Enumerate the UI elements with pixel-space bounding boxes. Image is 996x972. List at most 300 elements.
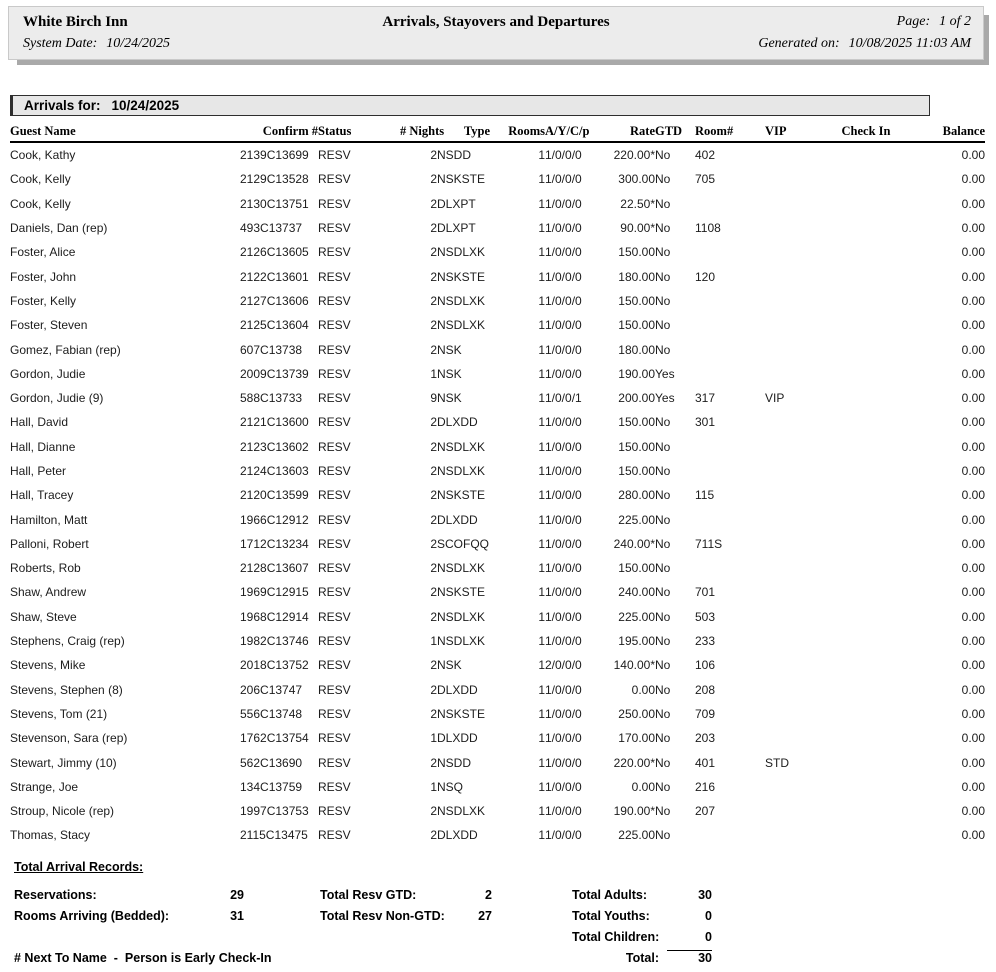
cell-status: RESV bbox=[318, 415, 351, 430]
cell-guest-name: Stephens, Craig (rep) bbox=[10, 634, 125, 649]
cell-rooms: 1 bbox=[538, 512, 545, 527]
cell-balance: 0.00 bbox=[961, 318, 985, 333]
cell-confirm: 2126C13605 bbox=[240, 245, 309, 260]
cell-rate: 200.00 bbox=[618, 391, 655, 406]
cell-room-number: 208 bbox=[695, 682, 716, 697]
cell-nights: 1 bbox=[430, 731, 437, 746]
cell-type: NSKSTE bbox=[437, 269, 486, 284]
cell-rate: 220.00* bbox=[613, 755, 655, 770]
cell-rate: 180.00 bbox=[618, 269, 655, 284]
cell-type: NSKSTE bbox=[437, 172, 486, 187]
cell-type: NSK bbox=[437, 658, 462, 673]
cell-status: RESV bbox=[318, 293, 351, 308]
cell-type: NSDD bbox=[437, 755, 472, 770]
cell-balance: 0.00 bbox=[961, 828, 985, 843]
cell-aycp: 1/0/0/0 bbox=[545, 342, 582, 357]
cell-nights: 2 bbox=[430, 221, 437, 236]
generated-value: 10/08/2025 11:03 AM bbox=[848, 36, 971, 51]
cell-confirm: 206C13747 bbox=[240, 682, 303, 697]
cell-rate: 250.00 bbox=[618, 706, 655, 721]
cell-status: RESV bbox=[318, 804, 351, 819]
cell-gtd: No bbox=[655, 634, 671, 649]
total-adults-row bbox=[572, 884, 712, 905]
cell-rooms: 1 bbox=[538, 415, 545, 430]
cell-room-number: 233 bbox=[695, 634, 716, 649]
cell-gtd: No bbox=[655, 415, 671, 430]
cell-check-in bbox=[832, 483, 900, 507]
cell-check-in bbox=[832, 507, 900, 531]
cell-rate: 150.00 bbox=[618, 318, 655, 333]
cell-balance: 0.00 bbox=[961, 269, 985, 284]
cell-status: RESV bbox=[318, 342, 351, 357]
cell-balance: 0.00 bbox=[961, 293, 985, 308]
cell-balance: 0.00 bbox=[961, 561, 985, 576]
col-header-rate: Rate bbox=[630, 124, 655, 138]
cell-type: NSDLXK bbox=[437, 804, 486, 819]
cell-check-in bbox=[832, 142, 900, 167]
cell-check-in bbox=[832, 532, 900, 556]
cell-guest-name: Gordon, Judie bbox=[10, 366, 86, 381]
cell-gtd: No bbox=[655, 221, 671, 236]
generated-label: Generated on: bbox=[758, 36, 840, 51]
col-header-room-number: Room# bbox=[695, 124, 734, 138]
cell-guest-name: Daniels, Dan (rep) bbox=[10, 221, 108, 236]
cell-check-in bbox=[832, 580, 900, 604]
cell-rooms: 1 bbox=[538, 706, 545, 721]
cell-confirm: 556C13748 bbox=[240, 706, 303, 721]
cell-check-in bbox=[832, 313, 900, 337]
cell-nights: 2 bbox=[430, 585, 437, 600]
cell-rate: 150.00 bbox=[618, 464, 655, 478]
cell-nights: 2 bbox=[430, 415, 437, 430]
cell-vip bbox=[765, 167, 832, 191]
table-row bbox=[10, 702, 985, 726]
cell-nights: 9 bbox=[430, 391, 437, 406]
cell-balance: 0.00 bbox=[961, 342, 985, 357]
cell-guest-name: Stewart, Jimmy (10) bbox=[10, 755, 117, 770]
cell-room-number bbox=[695, 556, 765, 580]
cell-rate: 220.00* bbox=[613, 148, 655, 163]
cell-type: NSK bbox=[437, 342, 462, 357]
hotel-name: White Birch Inn bbox=[23, 14, 128, 30]
total-children-row bbox=[572, 926, 712, 947]
cell-check-in bbox=[832, 823, 900, 847]
cell-guest-name: Shaw, Andrew bbox=[10, 585, 87, 600]
col-header-vip: VIP bbox=[765, 124, 787, 138]
cell-vip bbox=[765, 653, 832, 677]
cell-balance: 0.00 bbox=[961, 609, 985, 624]
cell-room-number bbox=[695, 823, 765, 847]
cell-aycp: 2/0/0/0 bbox=[545, 658, 582, 673]
table-row bbox=[10, 556, 985, 580]
cell-nights: 2 bbox=[430, 561, 437, 576]
total-resv-non-gtd-label: Total Resv Non-GTD: bbox=[320, 908, 445, 923]
cell-nights: 2 bbox=[430, 682, 437, 697]
table-row bbox=[10, 264, 985, 288]
cell-confirm: 1966C12912 bbox=[240, 512, 309, 527]
cell-rooms: 1 bbox=[538, 634, 545, 649]
table-row bbox=[10, 750, 985, 774]
cell-confirm: 493C13737 bbox=[240, 221, 303, 236]
cell-confirm: 2120C13599 bbox=[240, 488, 309, 503]
total-children-label: Total Children: bbox=[572, 929, 660, 944]
table-row bbox=[10, 823, 985, 847]
total-adults-value: 30 bbox=[698, 887, 712, 902]
table-row bbox=[10, 459, 985, 483]
col-header-confirm: Confirm # bbox=[262, 124, 318, 138]
cell-vip bbox=[765, 264, 832, 288]
cell-vip bbox=[765, 459, 832, 483]
cell-gtd: No bbox=[655, 828, 671, 843]
cell-type: DLXDD bbox=[437, 682, 478, 697]
cell-room-number bbox=[695, 337, 765, 361]
cell-status: RESV bbox=[318, 512, 351, 527]
arrivals-table-body bbox=[10, 142, 985, 848]
cell-room-number: 203 bbox=[695, 731, 716, 746]
grand-total-row bbox=[572, 947, 712, 968]
cell-nights: 2 bbox=[430, 342, 437, 357]
cell-nights: 2 bbox=[430, 439, 437, 454]
cell-rooms: 1 bbox=[538, 464, 545, 478]
cell-balance: 0.00 bbox=[961, 658, 985, 673]
cell-gtd: No bbox=[655, 464, 671, 478]
cell-rate: 225.00 bbox=[618, 609, 655, 624]
cell-balance: 0.00 bbox=[961, 172, 985, 187]
cell-room-number: 711S bbox=[695, 536, 723, 551]
cell-guest-name: Hall, David bbox=[10, 415, 69, 430]
table-row bbox=[10, 240, 985, 264]
cell-type: NSDLXK bbox=[437, 439, 486, 454]
cell-type: NSK bbox=[437, 366, 462, 381]
cell-gtd: No bbox=[655, 658, 671, 673]
cell-vip bbox=[765, 410, 832, 434]
cell-gtd: No bbox=[655, 536, 671, 551]
col-header-status: Status bbox=[318, 124, 352, 138]
cell-aycp: 1/0/0/0 bbox=[545, 148, 582, 163]
cell-confirm: 2125C13604 bbox=[240, 318, 309, 333]
cell-check-in bbox=[832, 702, 900, 726]
table-row bbox=[10, 507, 985, 531]
cell-aycp: 1/0/0/0 bbox=[545, 609, 582, 624]
cell-guest-name: Foster, Kelly bbox=[10, 293, 77, 308]
cell-aycp: 1/0/0/0 bbox=[545, 682, 582, 697]
cell-confirm: 134C13759 bbox=[240, 779, 303, 794]
col-header-check-in: Check In bbox=[841, 124, 891, 138]
cell-aycp: 1/0/0/0 bbox=[545, 779, 582, 794]
cell-status: RESV bbox=[318, 536, 351, 551]
cell-guest-name: Foster, Steven bbox=[10, 318, 88, 333]
cell-vip bbox=[765, 605, 832, 629]
cell-room-number: 216 bbox=[695, 779, 716, 794]
cell-type: NSQ bbox=[437, 779, 464, 794]
table-row bbox=[10, 775, 985, 799]
cell-guest-name: Cook, Kelly bbox=[10, 196, 71, 211]
cell-room-number bbox=[695, 435, 765, 459]
total-adults-label: Total Adults: bbox=[572, 887, 647, 902]
cell-check-in bbox=[832, 289, 900, 313]
cell-rate: 225.00 bbox=[618, 512, 655, 527]
cell-guest-name: Hall, Peter bbox=[10, 464, 67, 478]
cell-room-number bbox=[695, 192, 765, 216]
cell-balance: 0.00 bbox=[961, 391, 985, 406]
cell-rate: 150.00 bbox=[618, 245, 655, 260]
cell-aycp: 1/0/0/1 bbox=[545, 391, 582, 406]
table-row bbox=[10, 532, 985, 556]
cell-gtd: No bbox=[655, 755, 671, 770]
cell-aycp: 1/0/0/0 bbox=[545, 269, 582, 284]
cell-gtd: No bbox=[655, 342, 671, 357]
cell-aycp: 1/0/0/0 bbox=[545, 536, 582, 551]
arrivals-table bbox=[10, 122, 985, 848]
cell-rate: 150.00 bbox=[618, 293, 655, 308]
cell-confirm: 562C13690 bbox=[240, 755, 303, 770]
cell-rate: 225.00 bbox=[618, 828, 655, 843]
cell-confirm: 2129C13528 bbox=[240, 172, 309, 187]
table-row bbox=[10, 678, 985, 702]
cell-gtd: No bbox=[655, 318, 671, 333]
cell-status: RESV bbox=[318, 318, 351, 333]
cell-vip bbox=[765, 629, 832, 653]
table-row bbox=[10, 362, 985, 386]
col-header-nights: # Nights bbox=[400, 124, 445, 138]
cell-status: RESV bbox=[318, 172, 351, 187]
cell-type: NSDLXK bbox=[437, 318, 486, 333]
cell-balance: 0.00 bbox=[961, 634, 985, 649]
cell-confirm: 2139C13699 bbox=[240, 148, 309, 163]
cell-aycp: 1/0/0/0 bbox=[545, 366, 582, 381]
cell-confirm: 1762C13754 bbox=[240, 731, 309, 746]
cell-nights: 2 bbox=[430, 658, 437, 673]
cell-rate: 280.00 bbox=[618, 488, 655, 503]
cell-balance: 0.00 bbox=[961, 196, 985, 211]
cell-vip bbox=[765, 507, 832, 531]
page-value: 1 of 2 bbox=[939, 14, 971, 29]
cell-rooms: 1 bbox=[538, 148, 545, 163]
total-arrival-records-title: Total Arrival Records: bbox=[14, 860, 144, 874]
cell-rooms: 1 bbox=[538, 172, 545, 187]
cell-check-in bbox=[832, 678, 900, 702]
cell-check-in bbox=[832, 216, 900, 240]
cell-vip bbox=[765, 435, 832, 459]
cell-confirm: 2128C13607 bbox=[240, 561, 309, 576]
cell-aycp: 1/0/0/0 bbox=[545, 221, 582, 236]
cell-aycp: 1/0/0/0 bbox=[545, 561, 582, 576]
cell-vip bbox=[765, 823, 832, 847]
cell-type: DLXDD bbox=[437, 731, 478, 746]
cell-rooms: 1 bbox=[538, 342, 545, 357]
cell-nights: 2 bbox=[430, 464, 437, 478]
cell-guest-name: Cook, Kelly bbox=[10, 172, 71, 187]
cell-room-number bbox=[695, 507, 765, 531]
table-row bbox=[10, 629, 985, 653]
cell-gtd: No bbox=[655, 488, 671, 503]
table-row bbox=[10, 337, 985, 361]
early-check-in-footnote: # Next To Name - Person is Early Check-In bbox=[14, 951, 272, 965]
cell-status: RESV bbox=[318, 828, 351, 843]
cell-type: NSDLXK bbox=[437, 634, 486, 649]
cell-room-number: 701 bbox=[695, 585, 716, 600]
cell-guest-name: Foster, Alice bbox=[10, 245, 76, 260]
cell-guest-name: Stroup, Nicole (rep) bbox=[10, 804, 115, 819]
table-row bbox=[10, 216, 985, 240]
cell-nights: 1 bbox=[430, 779, 437, 794]
cell-aycp: 1/0/0/0 bbox=[545, 512, 582, 527]
cell-status: RESV bbox=[318, 779, 351, 794]
cell-aycp: 1/0/0/0 bbox=[545, 415, 582, 430]
cell-gtd: No bbox=[655, 804, 671, 819]
cell-check-in bbox=[832, 240, 900, 264]
system-date-value: 10/24/2025 bbox=[106, 36, 171, 51]
cell-balance: 0.00 bbox=[961, 415, 985, 430]
cell-rooms: 1 bbox=[538, 536, 545, 551]
cell-rooms: 1 bbox=[538, 196, 545, 211]
cell-guest-name: Hall, Tracey bbox=[10, 488, 74, 503]
cell-room-number: 301 bbox=[695, 415, 716, 430]
table-row bbox=[10, 726, 985, 750]
cell-check-in bbox=[832, 192, 900, 216]
cell-nights: 2 bbox=[430, 512, 437, 527]
cell-nights: 2 bbox=[430, 196, 437, 211]
summary-column-3 bbox=[572, 884, 712, 968]
cell-guest-name: Stevens, Stephen (8) bbox=[10, 682, 123, 697]
cell-vip bbox=[765, 192, 832, 216]
arrivals-table-header bbox=[10, 122, 985, 142]
table-row bbox=[10, 435, 985, 459]
cell-confirm: 2130C13751 bbox=[240, 196, 309, 211]
cell-vip bbox=[765, 775, 832, 799]
cell-rooms: 1 bbox=[538, 804, 545, 819]
cell-status: RESV bbox=[318, 269, 351, 284]
table-row bbox=[10, 653, 985, 677]
table-row bbox=[10, 483, 985, 507]
cell-confirm: 1968C12914 bbox=[240, 609, 309, 624]
cell-confirm: 2115C13475 bbox=[240, 828, 308, 843]
cell-balance: 0.00 bbox=[961, 366, 985, 381]
cell-vip bbox=[765, 142, 832, 167]
cell-balance: 0.00 bbox=[961, 804, 985, 819]
arrivals-for-label: Arrivals for: bbox=[24, 98, 101, 113]
cell-gtd: No bbox=[655, 609, 671, 624]
cell-check-in bbox=[832, 726, 900, 750]
cell-gtd: No bbox=[655, 269, 671, 284]
cell-confirm: 2121C13600 bbox=[240, 415, 309, 430]
cell-rate: 170.00 bbox=[618, 731, 655, 746]
cell-gtd: No bbox=[655, 731, 671, 746]
cell-type: NSDLXK bbox=[437, 293, 486, 308]
col-header-gtd: GTD bbox=[655, 124, 683, 138]
grand-total-label: Total: bbox=[625, 950, 659, 965]
cell-rate: 240.00 bbox=[618, 585, 655, 600]
cell-nights: 2 bbox=[430, 609, 437, 624]
cell-confirm: 2123C13602 bbox=[240, 439, 309, 454]
cell-nights: 2 bbox=[430, 804, 437, 819]
cell-aycp: 1/0/0/0 bbox=[545, 464, 582, 478]
cell-type: SCOFQQ bbox=[437, 536, 490, 551]
cell-aycp: 1/0/0/0 bbox=[545, 245, 582, 260]
cell-aycp: 1/0/0/0 bbox=[545, 706, 582, 721]
cell-check-in bbox=[832, 167, 900, 191]
total-youths-row bbox=[572, 905, 712, 926]
cell-vip bbox=[765, 799, 832, 823]
cell-nights: 2 bbox=[430, 318, 437, 333]
cell-guest-name: Thomas, Stacy bbox=[10, 828, 91, 843]
table-row bbox=[10, 605, 985, 629]
cell-check-in bbox=[832, 459, 900, 483]
cell-room-number bbox=[695, 313, 765, 337]
cell-status: RESV bbox=[318, 609, 351, 624]
cell-check-in bbox=[832, 775, 900, 799]
cell-rate: 300.00 bbox=[618, 172, 655, 187]
cell-check-in bbox=[832, 605, 900, 629]
cell-rate: 140.00* bbox=[613, 658, 655, 673]
col-header-aycp: A/Y/C/p bbox=[545, 124, 590, 138]
cell-rate: 150.00 bbox=[618, 439, 655, 454]
cell-balance: 0.00 bbox=[961, 148, 985, 163]
cell-confirm: 1969C12915 bbox=[240, 585, 309, 600]
cell-balance: 0.00 bbox=[961, 245, 985, 260]
cell-room-number: 120 bbox=[695, 269, 716, 284]
cell-check-in bbox=[832, 556, 900, 580]
cell-gtd: Yes bbox=[655, 391, 675, 406]
cell-aycp: 1/0/0/0 bbox=[545, 755, 582, 770]
cell-check-in bbox=[832, 337, 900, 361]
cell-status: RESV bbox=[318, 488, 351, 503]
cell-gtd: No bbox=[655, 196, 671, 211]
cell-vip bbox=[765, 240, 832, 264]
cell-room-number: 1108 bbox=[695, 221, 721, 236]
cell-nights: 2 bbox=[430, 172, 437, 187]
cell-check-in bbox=[832, 799, 900, 823]
cell-vip bbox=[765, 337, 832, 361]
cell-type: NSKSTE bbox=[437, 585, 486, 600]
cell-gtd: No bbox=[655, 706, 671, 721]
cell-room-number: 115 bbox=[695, 488, 715, 503]
summary-column-1 bbox=[14, 884, 244, 926]
cell-type: DLXPT bbox=[437, 196, 476, 211]
cell-nights: 2 bbox=[430, 245, 437, 260]
cell-guest-name: Gordon, Judie (9) bbox=[10, 391, 104, 406]
cell-aycp: 1/0/0/0 bbox=[545, 488, 582, 503]
cell-gtd: No bbox=[655, 245, 671, 260]
cell-status: RESV bbox=[318, 391, 351, 406]
cell-status: RESV bbox=[318, 561, 351, 576]
table-row bbox=[10, 142, 985, 167]
cell-type: DLXDD bbox=[437, 828, 478, 843]
cell-confirm: 1982C13746 bbox=[240, 634, 309, 649]
cell-status: RESV bbox=[318, 634, 351, 649]
cell-gtd: Yes bbox=[655, 366, 675, 381]
cell-rate: 150.00 bbox=[618, 415, 655, 430]
total-resv-gtd-value: 2 bbox=[485, 887, 492, 902]
cell-type: DLXDD bbox=[437, 415, 478, 430]
page-label: Page: bbox=[896, 14, 931, 29]
page-info bbox=[897, 14, 971, 30]
cell-balance: 0.00 bbox=[961, 221, 985, 236]
cell-status: RESV bbox=[318, 682, 351, 697]
cell-vip bbox=[765, 678, 832, 702]
cell-nights: 2 bbox=[430, 269, 437, 284]
summary-column-2 bbox=[320, 884, 492, 926]
cell-guest-name: Stevens, Tom (21) bbox=[10, 706, 108, 721]
cell-rooms: 1 bbox=[538, 293, 545, 308]
cell-guest-name: Stevenson, Sara (rep) bbox=[10, 731, 128, 746]
cell-room-number: 401 bbox=[695, 755, 716, 770]
cell-type: NSDLXK bbox=[437, 561, 486, 576]
cell-rate: 240.00* bbox=[613, 536, 655, 551]
cell-balance: 0.00 bbox=[961, 731, 985, 746]
cell-confirm: 607C13738 bbox=[240, 342, 303, 357]
cell-status: RESV bbox=[318, 755, 351, 770]
